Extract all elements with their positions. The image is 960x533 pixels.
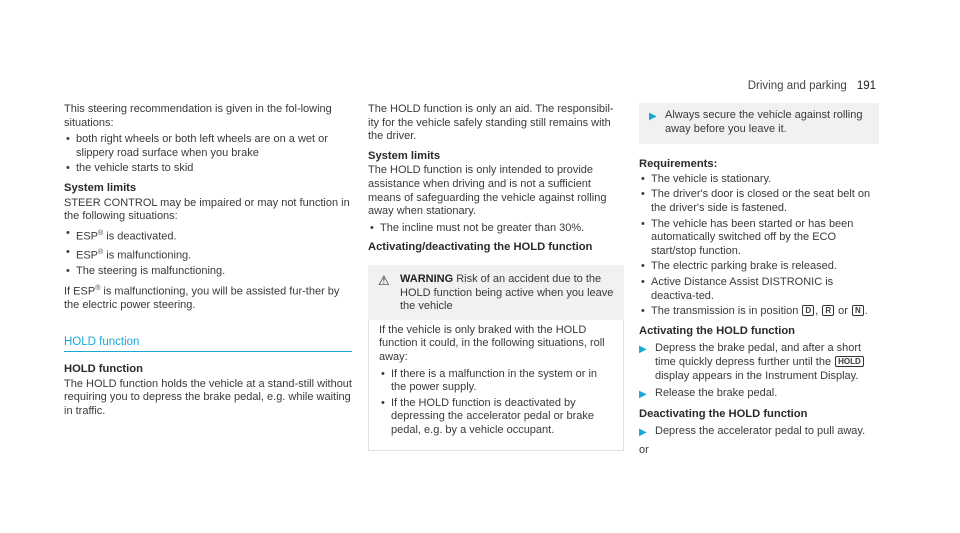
- list-item: • ESP® is malfunctioning.: [64, 246, 352, 263]
- warning-triangle-icon: ⚠: [378, 272, 390, 288]
- gear-r-key: R: [822, 305, 834, 316]
- column-1: [64, 103, 352, 422]
- activating-deactivating-heading: Activating/deactivating the HOLD function: [368, 241, 593, 254]
- secure-vehicle-note: [639, 103, 879, 144]
- hold-display-icon: HOLD: [835, 356, 864, 367]
- limits-list: [368, 222, 624, 236]
- system-limits-heading: System limits: [64, 181, 137, 194]
- or-text: or: [639, 443, 649, 456]
- list-item: • The transmission is in position D , R or N .: [639, 305, 879, 319]
- hold-function-heading: HOLD function: [64, 363, 143, 376]
- list-item: • The driver's door is closed or the seat belt on the driver's side is fastened.: [639, 188, 879, 215]
- gear-n-key: N: [852, 305, 864, 316]
- list-item: • If the HOLD function is deactivated by depressing the accelerator pedal or brake pedal, e.g. by a vehicle occupant.: [379, 397, 613, 438]
- warning-box: [368, 265, 624, 452]
- column-2: [368, 103, 624, 451]
- activate-step: ▶ Depress the brake pedal, and after a short time quickly depress further until the HOLD display appears in the Instrument Display.: [639, 342, 879, 383]
- list-item: • If there is a malfunction in the system or in the power supply.: [379, 368, 613, 395]
- warning-text: Risk of an accident due to the HOLD function being active when you leave the vehicle: [400, 272, 614, 313]
- system-limits-heading: System limits: [368, 149, 441, 162]
- list-item: • The vehicle has been started or has been automatically switched off by the ECO start/stop function.: [639, 218, 879, 259]
- warning-list: [379, 368, 613, 438]
- list-item: • The electric parking brake is released.: [639, 260, 879, 274]
- column-3: [639, 103, 879, 460]
- warning-word: WARNING: [400, 272, 454, 285]
- step-arrow-icon: ▶: [639, 389, 647, 401]
- section-name: Driving and parking: [747, 80, 847, 92]
- list-item: • The vehicle is stationary.: [639, 173, 879, 187]
- section-title: HOLD function: [64, 336, 352, 353]
- esp-text: If ESP® is malfunctioning, you will be assisted fur-ther by the electric power steering.: [64, 284, 340, 312]
- secure-text: Always secure the vehicle against rolling away before you leave it.: [665, 109, 863, 135]
- intro-text: This steering recommendation is given in the fol-lowing situations:: [64, 103, 332, 129]
- list-item: • the vehicle starts to skid: [64, 162, 352, 176]
- list-item: • ESP® is deactivated.: [64, 227, 352, 244]
- list-item: • The incline must not be greater than 30%.: [368, 222, 624, 236]
- warning-header: [368, 265, 624, 320]
- list-item: • Active Distance Assist DISTRONIC is deactiva-ted.: [639, 276, 879, 303]
- limits-list: [64, 227, 352, 279]
- limits-text: The HOLD function is only intended to provide assistance when driving and is not a sufficient means of safeguarding the vehicle against rolling away when stationary.: [368, 164, 607, 218]
- deactivating-heading: Deactivating the HOLD function: [639, 407, 808, 420]
- page-number: 191: [856, 80, 876, 92]
- warning-body-text: If the vehicle is only braked with the HOLD function it could, in the following situations, roll away:: [379, 323, 605, 363]
- step-arrow-icon: ▶: [649, 111, 657, 122]
- requirements-heading: Requirements:: [639, 158, 718, 171]
- situations-list: [64, 133, 352, 176]
- release-step: ▶ Release the brake pedal.: [639, 387, 778, 401]
- aid-text: The HOLD function is only an aid. The responsibil-ity for the vehicle safely standing still remains with the driver.: [368, 103, 614, 143]
- gear-d-key: D: [802, 305, 814, 316]
- limits-text: STEER CONTROL may be impaired or may not function in the following situations:: [64, 196, 350, 223]
- step-arrow-icon: ▶: [639, 344, 647, 356]
- warning-body: [368, 320, 624, 452]
- deactivate-step: ▶ Depress the accelerator pedal to pull away.: [639, 425, 866, 439]
- hold-function-text: The HOLD function holds the vehicle at a stand-still without requiring you to depress the brake pedal, e.g. while waiting in traffic.: [64, 377, 352, 418]
- step-arrow-icon: ▶: [639, 427, 647, 439]
- list-item: • The steering is malfunctioning.: [64, 265, 352, 279]
- activating-heading: Activating the HOLD function: [639, 324, 795, 337]
- page-header: [748, 80, 876, 92]
- list-item: • both right wheels or both left wheels are on a wet or slippery road surface when you brake: [64, 133, 352, 160]
- requirements-list: [639, 173, 879, 319]
